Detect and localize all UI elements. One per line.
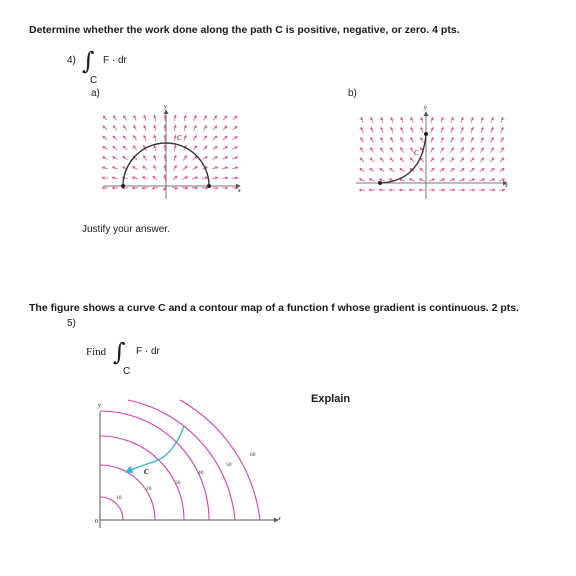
- field-arrow: [471, 137, 474, 142]
- contour-label-30: 30: [175, 480, 181, 486]
- field-arrow: [112, 157, 117, 160]
- field-arrow: [451, 127, 453, 133]
- field-arrow: [152, 188, 158, 189]
- field-arrow: [175, 125, 176, 131]
- field-arrow: [194, 115, 196, 121]
- field-arrow: [102, 157, 107, 160]
- field-arrow: [133, 136, 136, 141]
- field-arrow: [430, 168, 435, 172]
- field-arrow: [223, 146, 228, 149]
- field-arrow: [154, 155, 156, 161]
- field-arrow: [222, 178, 228, 179]
- q5-heading: The figure shows a curve C and a contour map of a function f whose gradient is continuous. 2 pts.: [29, 302, 520, 314]
- field-arrow: [144, 115, 146, 121]
- field-arrow: [222, 157, 227, 160]
- field-arrow: [490, 168, 495, 172]
- path-start-point: [378, 181, 382, 185]
- field-arrow: [390, 147, 393, 152]
- contour-60: [180, 400, 260, 520]
- field-arrow: [144, 125, 146, 131]
- field-arrow: [173, 176, 177, 180]
- field-arrow: [102, 178, 108, 179]
- field-arrow: [430, 147, 433, 152]
- field-arrow: [123, 136, 127, 141]
- x-axis-label: x: [238, 188, 241, 194]
- q4-justify: Justify your answer.: [82, 224, 170, 235]
- field-arrow: [132, 177, 138, 178]
- contour-label-40: 40: [198, 470, 204, 476]
- field-arrow: [212, 157, 217, 160]
- field-arrow: [233, 126, 238, 130]
- field-arrow: [361, 117, 363, 123]
- field-arrow: [401, 137, 404, 142]
- field-arrow: [232, 147, 237, 150]
- field-arrow: [113, 136, 117, 140]
- field-arrow: [370, 147, 373, 152]
- field-arrow: [499, 179, 505, 181]
- field-arrow: [172, 187, 178, 188]
- field-arrow: [431, 137, 434, 142]
- field-arrow: [165, 175, 166, 181]
- field-arrow: [391, 127, 393, 133]
- path-start-point: [121, 184, 125, 188]
- field-arrow: [411, 117, 413, 123]
- field-arrow: [103, 136, 108, 140]
- field-arrow: [430, 158, 434, 163]
- curve-c: [126, 426, 184, 472]
- field-arrow: [501, 137, 504, 142]
- q4-graph-b: [352, 100, 512, 200]
- field-arrow: [379, 179, 385, 181]
- contour-label-10: 10: [116, 495, 122, 501]
- field-arrow: [490, 158, 494, 163]
- q4-heading: Determine whether the work done along the path C is positive, negative, or zero. 4 pts.: [29, 24, 460, 36]
- contour-label-50: 50: [226, 462, 232, 468]
- field-arrow: [421, 137, 424, 142]
- field-arrow: [103, 146, 108, 149]
- field-arrow: [460, 158, 464, 163]
- field-arrow: [361, 127, 363, 133]
- field-arrow: [460, 147, 463, 152]
- field-arrow: [440, 168, 445, 172]
- field-arrow: [134, 115, 136, 120]
- q5-integral-sign: ∫: [113, 338, 126, 366]
- field-arrow: [431, 127, 433, 133]
- field-arrow: [174, 155, 176, 161]
- field-arrow: [401, 117, 403, 123]
- field-arrow: [440, 147, 443, 152]
- field-arrow: [203, 146, 207, 150]
- field-arrow: [143, 166, 148, 170]
- field-arrow: [500, 147, 503, 152]
- field-arrow: [450, 147, 453, 152]
- field-arrow: [391, 117, 393, 123]
- field-arrow: [421, 117, 423, 123]
- field-arrow: [203, 156, 208, 159]
- field-arrow: [223, 116, 227, 121]
- contour-label-20: 20: [146, 486, 152, 492]
- q5-subscript: C: [123, 366, 131, 377]
- field-arrow: [113, 146, 118, 150]
- field-arrow: [155, 115, 156, 121]
- field-arrow: [113, 126, 117, 131]
- field-arrow: [480, 168, 485, 172]
- field-arrow: [174, 145, 175, 151]
- field-arrow: [500, 158, 504, 163]
- vector-field-b: [359, 117, 505, 190]
- field-arrow: [153, 176, 158, 180]
- field-arrow: [213, 126, 217, 131]
- contour-label-60: 60: [250, 452, 256, 458]
- field-arrow: [203, 136, 207, 141]
- field-arrow: [202, 177, 208, 178]
- field-arrow: [233, 136, 238, 139]
- field-arrow: [481, 137, 484, 142]
- field-arrow: [103, 116, 107, 120]
- field-arrow: [193, 146, 197, 151]
- field-arrow: [370, 168, 375, 172]
- field-arrow: [429, 179, 435, 181]
- field-arrow: [192, 177, 198, 179]
- field-arrow: [154, 145, 156, 151]
- field-arrow: [213, 136, 217, 140]
- field-arrow: [132, 167, 137, 170]
- contour-lines: [100, 400, 260, 520]
- field-arrow: [441, 127, 443, 133]
- field-arrow: [175, 115, 176, 121]
- field-arrow: [203, 126, 206, 131]
- field-arrow: [112, 178, 118, 179]
- field-arrow: [194, 125, 197, 130]
- field-arrow: [400, 147, 403, 152]
- field-arrow: [134, 125, 137, 130]
- field-arrow: [184, 125, 186, 131]
- field-arrow: [174, 165, 177, 170]
- field-arrow: [223, 136, 228, 140]
- field-arrow: [501, 127, 503, 133]
- field-arrow: [360, 168, 365, 172]
- field-arrow: [391, 137, 394, 142]
- field-arrow: [480, 147, 483, 152]
- field-arrow: [102, 167, 108, 169]
- field-arrow: [184, 135, 186, 141]
- field-arrow: [371, 127, 373, 133]
- field-arrow: [193, 166, 198, 169]
- field-arrow: [491, 127, 493, 133]
- field-arrow: [124, 115, 127, 120]
- field-arrow: [371, 117, 373, 123]
- field-arrow: [460, 168, 465, 172]
- x-axis-label: x: [505, 183, 508, 189]
- field-arrow: [461, 127, 463, 133]
- y-axis-label: y: [164, 104, 167, 110]
- q4-part-a: a): [91, 88, 100, 99]
- field-arrow: [440, 158, 444, 163]
- field-arrow: [480, 158, 484, 163]
- field-arrow: [222, 167, 228, 169]
- field-arrow: [439, 179, 445, 181]
- field-arrow: [232, 178, 238, 179]
- field-arrow: [184, 115, 186, 121]
- x-axis-label: x: [278, 516, 281, 522]
- field-arrow: [360, 147, 363, 152]
- field-arrow: [441, 117, 443, 123]
- field-arrow: [232, 157, 238, 159]
- field-arrow: [420, 168, 425, 172]
- field-arrow: [123, 156, 128, 159]
- field-arrow: [470, 147, 473, 152]
- origin-label: 0: [95, 519, 98, 525]
- field-arrow: [359, 179, 365, 181]
- q4-integrand: F · dr: [103, 55, 127, 66]
- field-arrow: [213, 146, 218, 150]
- field-arrow: [470, 158, 474, 163]
- field-arrow: [459, 179, 465, 181]
- q5-integrand: F · dr: [136, 346, 160, 357]
- field-arrow: [381, 117, 383, 123]
- field-arrow: [232, 167, 238, 169]
- vector-field-a: [102, 115, 238, 191]
- field-arrow: [153, 165, 156, 170]
- field-arrow: [411, 137, 414, 142]
- field-arrow: [471, 117, 473, 123]
- field-arrow: [133, 146, 137, 151]
- q4-number: 4): [67, 55, 76, 66]
- field-arrow: [491, 117, 493, 123]
- field-arrow: [183, 166, 187, 170]
- field-arrow: [123, 146, 127, 150]
- q5-number: 5): [67, 318, 76, 329]
- field-arrow: [193, 135, 196, 140]
- field-arrow: [409, 179, 415, 181]
- field-arrow: [369, 179, 375, 181]
- path-label-c: C: [177, 134, 182, 142]
- field-arrow: [470, 168, 475, 172]
- field-arrow: [441, 137, 444, 142]
- field-arrow: [461, 117, 463, 123]
- field-arrow: [390, 168, 395, 172]
- field-arrow: [204, 115, 207, 120]
- field-arrow: [370, 158, 374, 163]
- field-arrow: [431, 117, 433, 123]
- field-arrow: [400, 168, 405, 172]
- field-arrow: [390, 158, 394, 163]
- field-arrow: [491, 137, 494, 142]
- y-axis-label: y: [424, 105, 427, 111]
- field-arrow: [213, 116, 217, 121]
- q4-subscript: C: [90, 75, 98, 86]
- field-arrow: [449, 179, 455, 181]
- field-arrow: [380, 168, 385, 172]
- field-arrow: [183, 156, 186, 161]
- field-arrow: [154, 125, 155, 131]
- field-arrow: [450, 168, 455, 172]
- field-arrow: [212, 167, 218, 169]
- field-arrow: [490, 147, 493, 152]
- field-arrow: [500, 168, 505, 172]
- field-arrow: [143, 156, 147, 161]
- field-arrow: [479, 179, 485, 181]
- field-arrow: [113, 116, 117, 121]
- field-arrow: [400, 158, 404, 163]
- field-arrow: [103, 126, 107, 130]
- q4-integral-sign: ∫: [82, 47, 95, 75]
- path-label-c: C: [414, 149, 419, 157]
- field-arrow: [182, 177, 188, 179]
- field-arrow: [481, 127, 483, 133]
- field-arrow: [461, 137, 464, 142]
- field-arrow: [501, 117, 503, 123]
- field-arrow: [361, 137, 364, 142]
- field-arrow: [223, 126, 227, 130]
- field-arrow: [489, 179, 495, 181]
- curve-c-label: C: [144, 468, 149, 476]
- field-arrow: [212, 178, 218, 179]
- field-arrow: [471, 127, 473, 133]
- field-arrow: [469, 179, 475, 181]
- field-arrow: [421, 127, 423, 133]
- field-arrow: [142, 177, 148, 179]
- field-arrow: [380, 158, 384, 163]
- field-arrow: [419, 179, 425, 181]
- field-arrow: [142, 188, 148, 189]
- field-arrow: [112, 167, 118, 169]
- field-arrow: [233, 116, 237, 120]
- field-arrow: [451, 117, 453, 123]
- q4-graph-a: [95, 100, 245, 200]
- field-arrow: [154, 135, 155, 141]
- field-arrow: [380, 147, 383, 152]
- q5-explain: Explain: [311, 393, 351, 405]
- y-axis-label: y: [98, 403, 101, 409]
- field-arrow: [381, 127, 383, 133]
- field-arrow: [174, 135, 175, 141]
- q5-contour-graph: [88, 398, 298, 538]
- field-arrow: [451, 137, 454, 142]
- field-arrow: [371, 137, 374, 142]
- field-arrow: [360, 158, 364, 163]
- field-arrow: [481, 117, 483, 123]
- path-end-point: [207, 184, 211, 188]
- field-arrow: [381, 137, 384, 142]
- field-arrow: [401, 127, 403, 133]
- contour-value-labels: [116, 452, 256, 501]
- q5-find-label: Find: [86, 346, 107, 358]
- field-arrow: [410, 158, 414, 163]
- field-arrow: [411, 127, 413, 133]
- field-arrow: [144, 135, 146, 140]
- q4-part-b: b): [348, 88, 357, 99]
- path-end-point: [424, 132, 428, 136]
- field-arrow: [182, 188, 188, 189]
- field-arrow: [450, 158, 454, 163]
- field-arrow: [123, 126, 126, 131]
